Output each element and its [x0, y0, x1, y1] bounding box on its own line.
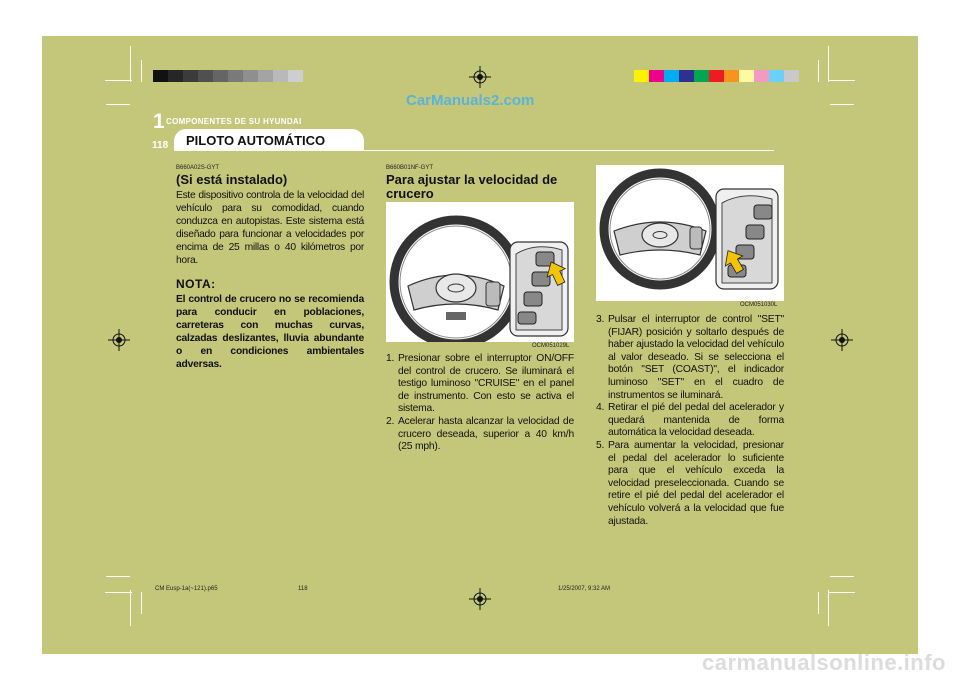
- step-text: Presionar sobre el interruptor ON/OFF del control de crucero. Se iluminará el testigo luminoso "CRUISE" en el panel de instrumento. Con esto se activa el sistema.: [398, 353, 574, 415]
- crop-mark: [106, 104, 130, 105]
- color-swatch: [784, 70, 799, 82]
- crop-mark: [828, 80, 855, 81]
- step-number: 3.: [596, 314, 605, 325]
- crop-mark: [828, 46, 829, 82]
- reference-code: B660A02S-GYT: [176, 165, 220, 171]
- header-rule: [174, 150, 774, 151]
- step-item: [596, 402, 784, 440]
- steps-list: [596, 314, 784, 528]
- color-swatch: [724, 70, 739, 82]
- step-item: [596, 440, 784, 528]
- registration-target-icon: [108, 329, 130, 351]
- gray-swatch: [153, 70, 168, 82]
- column-intro: [176, 165, 364, 371]
- color-swatch: [664, 70, 679, 82]
- page-background: [42, 36, 918, 654]
- crop-mark: [818, 592, 819, 614]
- color-calibration-bar: [634, 70, 799, 82]
- steering-wheel-illustration: [596, 165, 784, 301]
- gray-swatch: [228, 70, 243, 82]
- column-steps-1-2: [386, 353, 574, 454]
- step-number: 2.: [386, 415, 395, 427]
- registration-target-icon: [831, 329, 853, 351]
- section-title: PILOTO AUTOMÁTICO: [186, 133, 326, 148]
- page-number: 118: [152, 140, 169, 151]
- color-swatch: [754, 70, 769, 82]
- color-swatch: [739, 70, 754, 82]
- crop-mark: [830, 576, 854, 577]
- crop-mark: [106, 576, 130, 577]
- crop-mark: [828, 590, 829, 626]
- step-number: 5.: [596, 439, 605, 451]
- crop-mark: [141, 592, 142, 614]
- step-text: Retirar el pié del pedal del acelerador y quedará mantenida de forma automática la velocidad deseada.: [608, 402, 784, 439]
- steering-wheel-illustration: [386, 202, 574, 342]
- watermark-top: CarManuals2.com: [406, 92, 535, 109]
- subheading: Para ajustar la velocidad de crucero: [386, 172, 558, 201]
- gray-swatch: [273, 70, 288, 82]
- color-swatch: [679, 70, 694, 82]
- color-swatch: [649, 70, 664, 82]
- step-number: 1.: [386, 353, 395, 364]
- crop-mark: [130, 46, 131, 82]
- crop-mark: [818, 60, 819, 82]
- footer-date: 1/25/2007, 9:32 AM: [558, 586, 611, 592]
- step-text: Pulsar el interruptor de control "SET" (FIJAR) posición y soltarlo después de haber ajustado la velocidad del vehículo al valor deseado. Si se selecciona el botón "SET (COAST)", el indicador luminoso "SET" en el cuadro de instrumentos se iluminará.: [608, 314, 784, 401]
- gray-swatch: [198, 70, 213, 82]
- crop-mark: [105, 592, 132, 593]
- crop-mark: [130, 590, 131, 626]
- reference-code: B660B01NF-GYT: [386, 165, 434, 171]
- crop-mark: [828, 592, 855, 593]
- steps-list: [386, 353, 574, 454]
- watermark-bottom: carmanualsonline.info: [702, 650, 946, 675]
- registration-target-icon: [469, 66, 491, 88]
- gray-swatch: [183, 70, 198, 82]
- gray-swatch: [168, 70, 183, 82]
- gray-swatch: [243, 70, 258, 82]
- intro-paragraph: Este dispositivo controla de la velocidad del vehículo para su comodidad, cuando conduzca en autopistas. Este sistema está diseñado para funcionar a velocidades por encima de 25 millas o 40 kilómetros por hora.: [176, 190, 364, 266]
- gray-swatch: [288, 70, 303, 82]
- footer-filename: CM Eusp-1a(~121).p65: [155, 586, 218, 592]
- footer-page-number: 118: [298, 586, 308, 592]
- color-swatch: [694, 70, 709, 82]
- steering-wheel-set-figure: [596, 165, 784, 301]
- step-text: Acelerar hasta alcanzar la velocidad de crucero deseada, superior a 40 km/h (25 mph).: [398, 415, 574, 453]
- crop-mark: [830, 104, 854, 105]
- column-steps-3-5: [596, 314, 784, 528]
- crop-mark: [141, 60, 142, 82]
- registration-target-icon: [469, 588, 491, 610]
- step-number: 4.: [596, 402, 605, 414]
- gray-swatch: [213, 70, 228, 82]
- note-text: El control de crucero no se recomienda para conducir en poblaciones, carreteras con muchas curvas, calzadas deslizantes, lluvia abundante o en condiciones ambientales adversas.: [176, 294, 364, 370]
- chapter-number: 1: [153, 110, 165, 133]
- step-item: [386, 416, 574, 454]
- gray-swatch: [258, 70, 273, 82]
- color-swatch: [769, 70, 784, 82]
- column-setting-speed: [386, 165, 574, 203]
- color-swatch: [634, 70, 649, 82]
- step-item: [596, 314, 784, 402]
- chapter-title: COMPONENTES DE SU HYUNDAI: [166, 117, 302, 126]
- image-code: OCM051029L: [532, 343, 570, 349]
- color-swatch: [709, 70, 724, 82]
- note-label: NOTA:: [176, 277, 216, 291]
- subheading: (Si está instalado): [176, 172, 288, 187]
- image-code: OCM051030L: [740, 302, 778, 308]
- grayscale-calibration-bar: [153, 70, 303, 82]
- steering-wheel-on-off-figure: [386, 202, 574, 342]
- step-text: Para aumentar la velocidad, presionar el pedal del acelerador lo suficiente para que el vehículo exceda la velocidad preseleccionada. Cuando se retire el pié del pedal del acelerador el vehículo volverá a la velocidad que fue ajustada.: [608, 439, 784, 527]
- crop-mark: [105, 80, 132, 81]
- step-item: [386, 353, 574, 416]
